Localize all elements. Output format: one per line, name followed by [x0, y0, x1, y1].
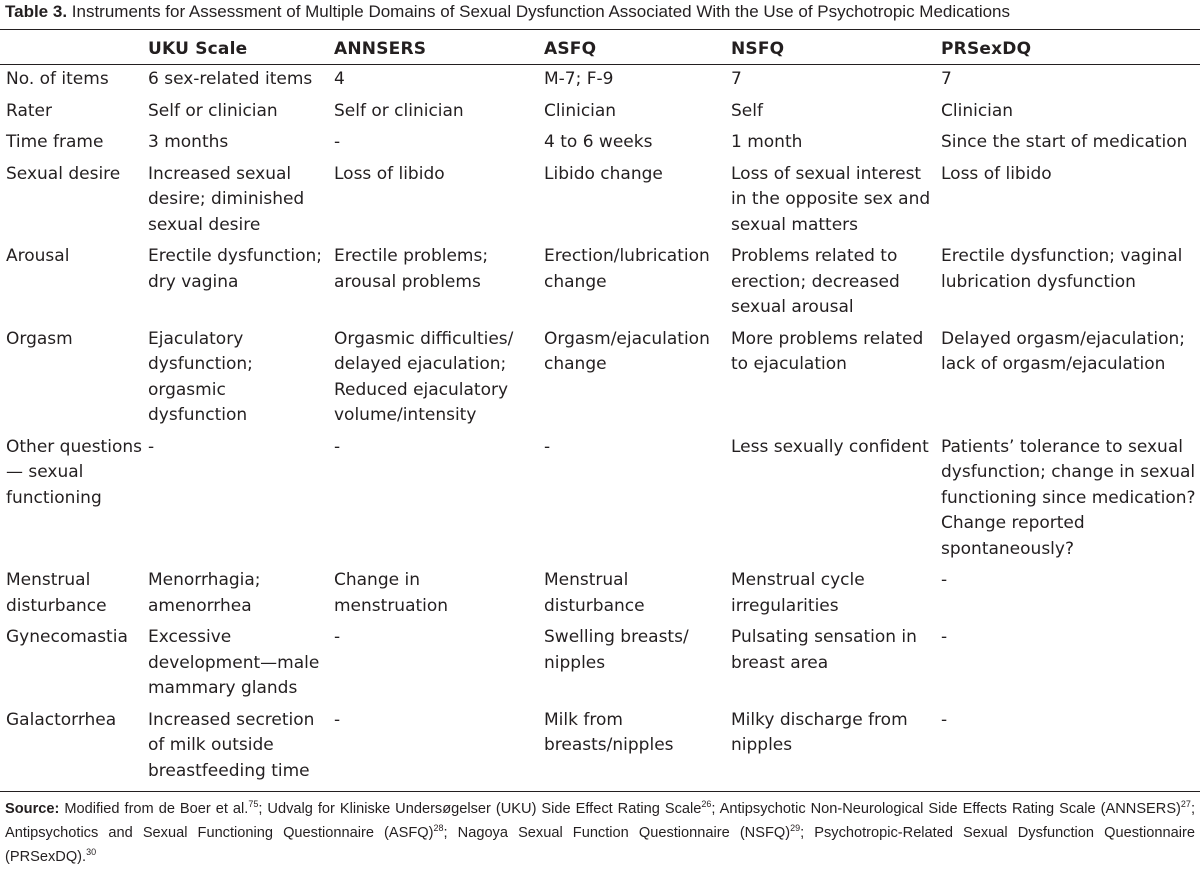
table-cell: Self — [731, 100, 763, 121]
table-cell: Increased secretion of milk outside breastfeeding time — [148, 709, 315, 781]
table-cell: - — [941, 709, 948, 730]
table-cell: 4 — [334, 69, 345, 89]
table-cell: Problems related to erection; decreased sexual arousal — [731, 246, 900, 317]
table-cell: 1 month — [731, 132, 803, 152]
header-row — [0, 30, 1200, 64]
table-cell: Erectile dysfunction; vaginal lubrication dysfunction — [941, 246, 1183, 292]
reference-number: 75 — [248, 799, 259, 810]
table-cell: Erectile dysfunction; dry vagina — [148, 246, 323, 292]
table-cell: Menorrhagia; amenorrhea — [148, 570, 261, 616]
row-label: Other questions— sexual functioning — [6, 436, 142, 508]
reference-number: 27 — [1180, 799, 1191, 810]
instruments-table — [0, 30, 1200, 790]
column-header-prsexdq: PRSexDQ — [941, 39, 1032, 59]
table-cell: Loss of libido — [941, 163, 1052, 184]
table-row — [0, 708, 1200, 791]
table-title: Instruments for Assessment of Multiple Domains of Sexual Dysfunction Associated With the Use of Psychotropic Medications — [67, 2, 1011, 21]
row-label: Orgasm — [6, 328, 73, 349]
table-cell: Libido change — [544, 163, 663, 184]
table-cell: Milk from breasts/nipples — [544, 709, 674, 755]
reference-number: 28 — [433, 823, 444, 834]
table-cell: Pulsating sensation in breast area — [731, 627, 917, 673]
table-row — [0, 435, 1200, 569]
table-cell: - — [941, 570, 948, 590]
row-label: No. of items — [6, 69, 109, 89]
table-cell: More problems related to ejaculation — [731, 328, 924, 374]
source-segment: ; Psychotropic-Related Sexual Dysfunction Questionnaire (PRSexDQ). — [5, 825, 1195, 865]
row-label: Sexual desire — [6, 163, 121, 184]
table-row — [0, 327, 1200, 435]
table-cell: Since the start of medication — [941, 132, 1188, 152]
table-cell: Self or clinician — [334, 100, 464, 121]
table-body — [0, 64, 1200, 790]
table-cell: Swelling breasts/ nipples — [544, 627, 689, 673]
table-cell: - — [941, 627, 948, 647]
table-cell: Erectile problems; arousal problems — [334, 246, 489, 292]
table-cell: 6 sex-related items — [148, 69, 313, 89]
row-label: Galactorrhea — [6, 709, 117, 730]
table-cell: - — [148, 436, 155, 457]
column-header-annsers: ANNSERS — [334, 39, 427, 59]
table-cell: Change in menstruation — [334, 570, 449, 616]
row-label: Time frame — [6, 132, 104, 152]
table-cell: Clinician — [941, 100, 1014, 121]
row-label: Menstrual disturbance — [6, 570, 107, 616]
table-cell: Excessive development—male mammary glands — [148, 627, 320, 698]
table-cell: Less sexually confident — [731, 436, 929, 457]
bottom-rule — [0, 791, 1200, 792]
table-cell: Erection/lubrication change — [544, 246, 710, 292]
table-cell: - — [334, 436, 341, 457]
table-cell: 4 to 6 weeks — [544, 132, 653, 152]
table-cell: Patients’ tolerance to sexual dysfunction; change in sexual functioning since medication? Change reported spontaneously? — [941, 436, 1196, 559]
table-label: Table 3. — [5, 2, 68, 21]
row-label: Gynecomastia — [6, 627, 128, 647]
table-row — [0, 244, 1200, 327]
table-cell: Clinician — [544, 100, 617, 121]
table-cell: M-7; F-9 — [544, 69, 614, 89]
table-cell: 7 — [731, 69, 742, 89]
table-row — [0, 130, 1200, 162]
table-cell: Milky discharge from nipples — [731, 709, 908, 755]
table-cell: - — [334, 132, 341, 152]
table-row — [0, 162, 1200, 245]
source-note — [5, 797, 1195, 869]
row-label: Arousal — [6, 246, 70, 266]
table-row — [0, 568, 1200, 625]
table-cell: Orgasm/ejaculation change — [544, 328, 710, 374]
column-header-asfq: ASFQ — [544, 39, 597, 59]
source-segment: ; Antipsychotic Non-Neurological Side Effects Rating Scale (ANNSERS) — [711, 801, 1181, 817]
table-cell: Orgasmic difficulties/ delayed ejaculation; Reduced ejaculatory volume/intensity — [334, 328, 514, 425]
reference-number: 29 — [790, 823, 801, 834]
column-header-uku: UKU Scale — [148, 39, 248, 59]
table-cell: Menstrual cycle irregularities — [731, 570, 865, 616]
source-segment: ; Udvalg for Kliniske Undersøgelser (UKU) Side Effect Rating Scale — [258, 801, 702, 817]
table-cell: 3 months — [148, 132, 229, 152]
table-cell: Ejaculatory dysfunction; orgasmic dysfunction — [148, 328, 253, 425]
row-label: Rater — [6, 100, 52, 121]
table-cell: Loss of libido — [334, 163, 445, 184]
table-row — [0, 99, 1200, 131]
source-segment: ; Nagoya Sexual Function Questionnaire (NSFQ) — [443, 825, 791, 841]
table-cell: Menstrual disturbance — [544, 570, 645, 616]
column-header-domain — [0, 30, 142, 64]
table-row — [0, 625, 1200, 708]
source-segment: ; Antipsychotics and Sexual Functioning Questionnaire (ASFQ) — [5, 801, 1195, 841]
table-cell: - — [334, 709, 341, 730]
source-segment: Modified from de Boer et al. — [59, 801, 249, 817]
table-cell: Delayed orgasm/ejaculation; lack of orgasm/ejaculation — [941, 328, 1186, 374]
reference-number: 30 — [86, 847, 97, 858]
reference-number: 26 — [701, 799, 712, 810]
source-text — [5, 801, 1195, 865]
table-cell: - — [334, 627, 341, 647]
source-label: Source: — [5, 801, 60, 817]
table-row — [0, 64, 1200, 99]
table-cell: Self or clinician — [148, 100, 278, 121]
table-cell: - — [544, 436, 551, 457]
table-cell: 7 — [941, 69, 952, 89]
table-caption — [5, 1, 1195, 23]
column-header-nsfq: NSFQ — [731, 39, 785, 59]
table-cell: Loss of sexual interest in the opposite sex and sexual matters — [731, 163, 931, 235]
table-cell: Increased sexual desire; diminished sexual desire — [148, 163, 305, 235]
